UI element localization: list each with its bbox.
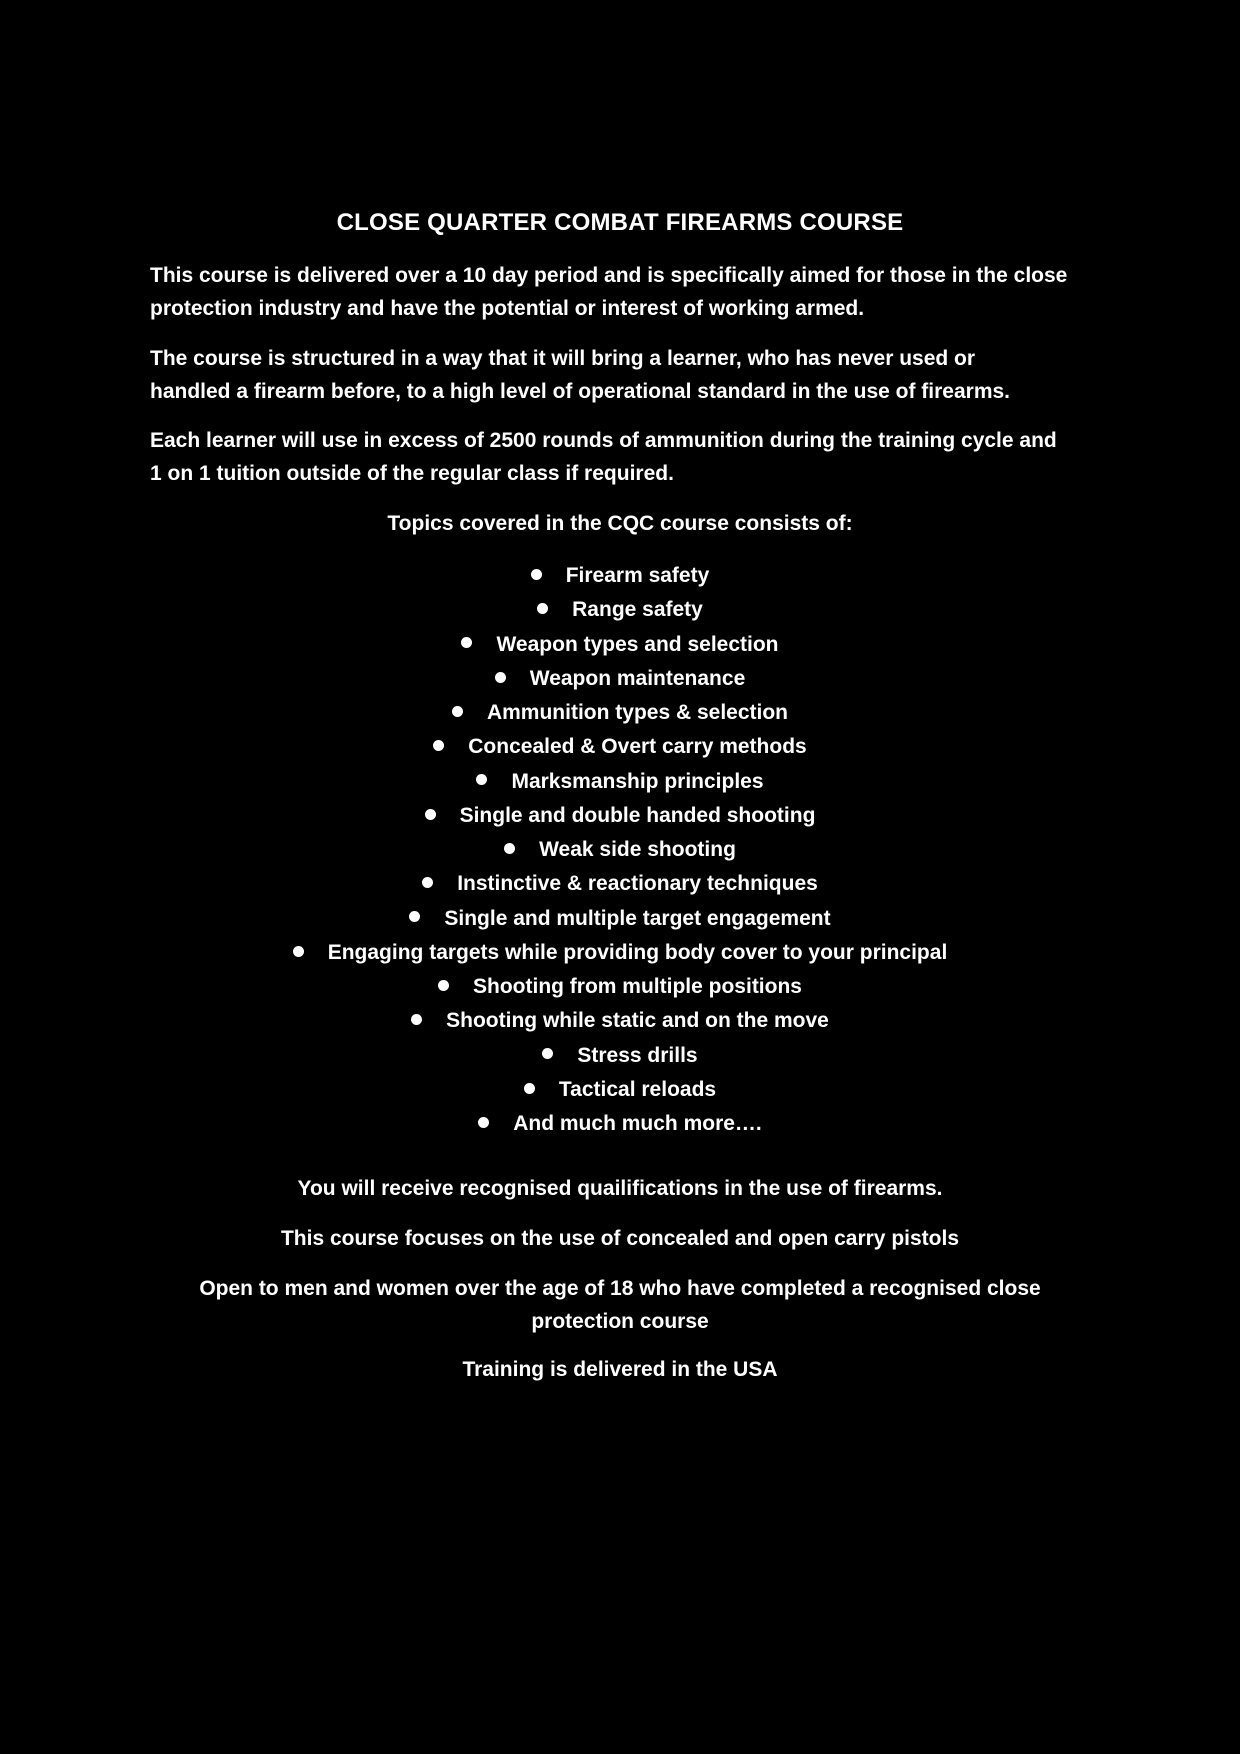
focus-line: This course focuses on the use of concealed and open carry pistols bbox=[280, 1227, 959, 1250]
ammo-paragraph bbox=[150, 424, 1110, 490]
topic-label: Single and double handed shooting bbox=[459, 803, 816, 827]
bullet-icon bbox=[537, 603, 548, 614]
bullet-icon bbox=[433, 740, 444, 751]
bullet-icon bbox=[293, 946, 304, 957]
topic-list-item bbox=[0, 662, 1240, 696]
bullet-icon bbox=[495, 672, 506, 683]
topic-label: Single and multiple target engagement bbox=[444, 906, 831, 930]
location-line: Training is delivered in the USA bbox=[462, 1358, 778, 1381]
qualifications-line: You will receive recognised quailifications in the use of firearms. bbox=[297, 1177, 943, 1200]
eligibility-line: Open to men and women over the age of 18 who have completed a recognised close bbox=[199, 1277, 1041, 1300]
page-title: CLOSE QUARTER COMBAT FIREARMS COURSE bbox=[336, 209, 904, 236]
topic-label: Ammunition types & selection bbox=[486, 701, 789, 724]
topic-list-item bbox=[0, 696, 1240, 730]
bullet-icon bbox=[409, 911, 420, 922]
ammo-paragraph-line: 1 on 1 tuition outside of the regular class if required. bbox=[150, 462, 674, 485]
topic-list-item bbox=[0, 1004, 1240, 1038]
structure-paragraph-line: handled a firearm before, to a high level of operational standard in the use of firearms. bbox=[150, 380, 1011, 403]
bullet-icon bbox=[476, 774, 487, 785]
eligibility-line: protection course bbox=[531, 1310, 709, 1333]
bullet-icon bbox=[425, 809, 436, 820]
topic-list-item bbox=[0, 559, 1240, 593]
topic-label: Weapon maintenance bbox=[529, 666, 746, 690]
topic-label: Firearm safety bbox=[565, 564, 710, 587]
topic-list-item bbox=[0, 765, 1240, 799]
intro-paragraph-line: protection industry and have the potential or interest of working armed. bbox=[150, 297, 865, 320]
intro-paragraph bbox=[150, 259, 1110, 325]
bullet-icon bbox=[531, 569, 542, 580]
topic-label: Weapon types and selection bbox=[496, 632, 779, 656]
topic-label: Instinctive & reactionary techniques bbox=[457, 872, 818, 896]
topics-heading: Topics covered in the CQC course consists of: bbox=[387, 512, 853, 535]
topic-list-item bbox=[0, 970, 1240, 1004]
bullet-icon bbox=[542, 1048, 553, 1059]
topic-list-item bbox=[0, 628, 1240, 662]
topic-label: Range safety bbox=[572, 598, 703, 622]
topic-label: Weak side shooting bbox=[539, 838, 736, 861]
bullet-icon bbox=[478, 1117, 489, 1128]
topics-list bbox=[0, 559, 1240, 1141]
topic-label: Shooting from multiple positions bbox=[473, 975, 802, 998]
topic-list-item bbox=[0, 1107, 1240, 1141]
topic-list-item bbox=[0, 730, 1240, 764]
bullet-icon bbox=[422, 877, 433, 888]
topic-list-item bbox=[0, 867, 1240, 901]
topic-label: Stress drills bbox=[577, 1043, 698, 1067]
bullet-icon bbox=[461, 637, 472, 648]
ammo-paragraph-line: Each learner will use in excess of 2500 rounds of ammunition during the training cycle and bbox=[150, 429, 1057, 452]
topic-label: And much much more…. bbox=[513, 1112, 762, 1135]
topic-label: Engaging targets while providing body cover to your principal bbox=[327, 940, 948, 964]
topic-label: Marksmanship principles bbox=[511, 769, 764, 793]
bullet-icon bbox=[504, 843, 515, 854]
bullet-icon bbox=[411, 1014, 422, 1025]
topic-label: Tactical reloads bbox=[558, 1077, 717, 1101]
bullet-icon bbox=[524, 1083, 535, 1094]
topic-list-item bbox=[0, 799, 1240, 833]
topic-label: Shooting while static and on the move bbox=[446, 1009, 829, 1033]
topic-label: Concealed & Overt carry methods bbox=[468, 735, 807, 759]
topic-list-item bbox=[0, 902, 1240, 936]
bullet-icon bbox=[452, 706, 463, 717]
topic-list-item bbox=[0, 936, 1240, 970]
topic-list-item bbox=[0, 833, 1240, 867]
bullet-icon bbox=[438, 980, 449, 991]
structure-paragraph-line: The course is structured in a way that it will bring a learner, who has never used or bbox=[150, 347, 976, 370]
structure-paragraph bbox=[150, 342, 1110, 408]
topic-list-item bbox=[0, 593, 1240, 627]
topic-list-item bbox=[0, 1039, 1240, 1073]
topic-list-item bbox=[0, 1073, 1240, 1107]
intro-paragraph-line: This course is delivered over a 10 day period and is specifically aimed for those in the close bbox=[150, 264, 1068, 287]
